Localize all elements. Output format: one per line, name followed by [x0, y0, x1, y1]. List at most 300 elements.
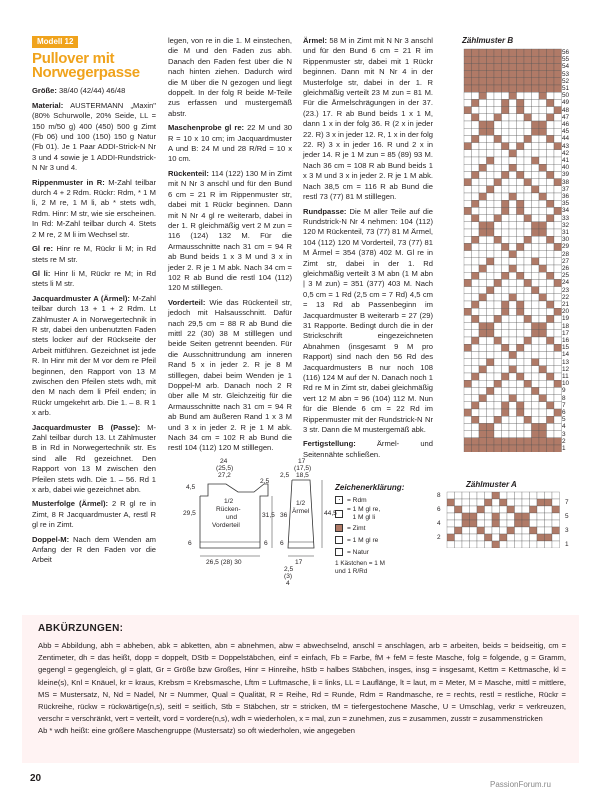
chart-b-row-label: 49: [562, 99, 570, 107]
chart-b-row-label: 54: [562, 63, 570, 71]
chart-b-cell: [532, 279, 540, 286]
chart-b-cell: [479, 128, 487, 135]
chart-b-row-label: 27: [562, 257, 570, 265]
chart-b-cell: [517, 63, 525, 70]
jacqB-text: M-Zahl teilbar durch 13. Lt Zählmuster B in Rd in Norwegertechnik str. Es sind alle Rd gezeichnet. Den Rapport von 13 M zwischen den Pfeilen stets wdh. Die 1. – 56. Rd 1 x arb, dabei wie gezeichnet abn.: [32, 422, 156, 495]
chart-b-cell: [509, 279, 517, 286]
chart-b-cell: [547, 351, 555, 358]
chart-b-cell: [532, 395, 540, 402]
swatch-rdm-icon: ·: [335, 496, 343, 504]
chart-b-cell: [494, 99, 502, 106]
chart-b-row-label: 47: [562, 113, 570, 121]
chart-b-cell: [479, 366, 487, 373]
chart-b-cell: [517, 301, 525, 308]
chart-b-cell: [547, 164, 555, 171]
chart-b-cell: [532, 315, 540, 322]
material-text: AUSTERMANN „Maxin" (80% Schurwolle, 20% Seide, LL = 150 m/50 g) 400 (450) 500 g Zimt (Fb 06) und 100 (150) 150 g Natur (Fb 01). Je 1 Paar ADDI-Strick-N Nr 3 und 4 sowie je 1 ADDI-Rundstrick-N Nr 3 und 4.: [32, 100, 156, 173]
chart-b-row-label: 18: [562, 322, 570, 330]
chart-b-cell: [472, 63, 480, 70]
chart-b-cell: [539, 107, 547, 114]
chart-b-cell: [554, 301, 562, 308]
rippen-text: M-Zahl teilbar durch 4 + 2 Rdm. Rückr: Rdm, * 1 M li, 2 M re, 1 M li, ab * stets wdh, Rdm. Hinr: M str, wie sie erscheinen. In Rd: M-Zahl teilbar durch 4. Stets 2 M re, 2 M li im Wechsel str.: [32, 177, 156, 239]
chart-b-cell: [494, 373, 502, 380]
chart-b-cell: [524, 157, 532, 164]
chart-a-cell: [477, 506, 485, 513]
chart-b-cell: [517, 438, 525, 445]
chart-b-cell: [524, 373, 532, 380]
chart-b-cell: [532, 179, 540, 186]
chart-b-cell: [532, 337, 540, 344]
chart-b-cell: [479, 171, 487, 178]
chart-a-row-label-right: 5: [565, 513, 569, 520]
chart-a-cell: [500, 527, 508, 534]
aermel-text: 58 M in Zimt mit N Nr 3 anschl und für den Bund 6 cm = 21 R im Rippenmuster str, dabei mit 1 Rückr beginnen. Dann mit N Nr 4 in der Musterfolge str, dabei in der 1. R gleichmäßig verteilt 23 M zun = 81 M. Für die Ärmelschrägungen in der 37. (23.) 17. R ab Bund beids 1 x 1 M, dann 1 x in der folg 36. R (2 x in jeder 22. R) 3 x in jeder 12. R, 1 x in der folg 22. R) 3 x in jeder 16. R und 2 x in jeder 14. R je 1 M zun = 85 (89) 93 M. Nach 36 cm = 108 R ab Bund beids 1 x 3 M und 3 x in jeder 2. R je 1 M abk. Nach 38,5 cm = 116 R ab Bund die restl 73 (77) 81 M stilllegen.: [303, 36, 434, 202]
chart-a-cell: [477, 492, 485, 499]
chart-b-cell: [479, 409, 487, 416]
chart-b-cell: [472, 179, 480, 186]
chart-b-cell: [487, 85, 495, 92]
chart-b-cell: [502, 92, 510, 99]
chart-b-cell: [472, 431, 480, 438]
chart-b-cell: [517, 431, 525, 438]
chart-b-cell: [532, 99, 540, 106]
chart-b-cell: [472, 121, 480, 128]
dim-b: (25,5): [216, 465, 234, 472]
chart-b-cell: [539, 179, 547, 186]
chart-b-cell: [472, 387, 480, 394]
chart-b-cell: [554, 337, 562, 344]
legend-text-glre-li: = 1 M gl re, 1 M gl li: [347, 506, 381, 521]
chart-b-cell: [524, 431, 532, 438]
chart-b-row-label: 36: [562, 193, 570, 200]
chart-b-cell: [479, 265, 487, 272]
chart-b-cell: [517, 193, 525, 200]
chart-b-cell: [517, 272, 525, 279]
chart-b-row-label: 45: [562, 128, 570, 136]
chart-b-cell: [524, 279, 532, 286]
glre-text: Hinr re M, Rückr li M; in Rd stets re M str.: [32, 244, 156, 264]
chart-b-row-label: 13: [562, 358, 570, 366]
chart-b-cell: [487, 243, 495, 250]
chart-b-cell: [539, 236, 547, 243]
chart-b-cell: [554, 186, 562, 193]
chart-b-cell: [494, 344, 502, 351]
chart-b-cell: [494, 366, 502, 373]
chart-b-cell: [517, 409, 525, 416]
chart-b-cell: [517, 49, 525, 56]
dim-y: 2,5: [284, 566, 294, 573]
chart-b-cell: [554, 56, 562, 63]
chart-b-cell: [487, 121, 495, 128]
chart-b-cell: [464, 380, 472, 387]
chart-b-cell: [532, 114, 540, 121]
chart-b-cell: [547, 359, 555, 366]
chart-b-cell: [487, 236, 495, 243]
chart-b-cell: [517, 107, 525, 114]
chart-b-cell: [517, 179, 525, 186]
chart-b-cell: [524, 423, 532, 430]
chart-b-cell: [509, 222, 517, 229]
chart-b-cell: [487, 380, 495, 387]
chart-a-cell: [470, 506, 478, 513]
chart-b-cell: [479, 186, 487, 193]
chart-a-cell: [447, 527, 455, 534]
chart-b-cell: [472, 236, 480, 243]
material-label: Material:: [32, 100, 64, 110]
chart-b-row-label: 30: [562, 236, 570, 244]
chart-b-cell: [464, 215, 472, 222]
chart-b-cell: [494, 416, 502, 423]
chart-b-cell: [502, 272, 510, 279]
chart-b-cell: [509, 171, 517, 178]
chart-b-cell: [532, 229, 540, 236]
vorder-paragraph: [168, 298, 292, 454]
legend-zimt: [335, 522, 435, 534]
chart-b-cell: [554, 171, 562, 178]
chart-b-cell: [479, 157, 487, 164]
chart-b-cell: [502, 308, 510, 315]
chart-a-cell: [447, 499, 455, 506]
chart-b-cell: [479, 337, 487, 344]
chart-b-cell: [517, 287, 525, 294]
chart-b-cell: [509, 92, 517, 99]
chart-b-cell: [479, 215, 487, 222]
chart-b-cell: [494, 186, 502, 193]
fertig-label: Fertigstellung:: [303, 439, 356, 449]
chart-a-cell: [477, 534, 485, 541]
chart-b-cell: [517, 366, 525, 373]
chart-a-cell: [537, 513, 545, 520]
chart-a-cell: [552, 492, 560, 499]
chart-b-cell: [494, 359, 502, 366]
chart-b-cell: [524, 200, 532, 207]
chart-b-cell: [487, 63, 495, 70]
chart-b-cell: [524, 92, 532, 99]
chart-b-cell: [547, 157, 555, 164]
chart-b-row-label: 51: [562, 85, 570, 92]
chart-b-cell: [487, 330, 495, 337]
legend-rdm: [335, 494, 435, 506]
chart-b-cell: [517, 337, 525, 344]
chart-b-cell: [472, 135, 480, 142]
chart-b-cell: [464, 49, 472, 56]
chart-a-cell: [552, 527, 560, 534]
chart-b-cell: [532, 308, 540, 315]
chart-b-cell: [502, 323, 510, 330]
chart-b-row-label: 29: [562, 243, 570, 251]
chart-b-cell: [532, 207, 540, 214]
chart-b-cell: [502, 49, 510, 56]
chart-b-cell: [479, 272, 487, 279]
chart-b-cell: [517, 373, 525, 380]
chart-b-cell: [479, 164, 487, 171]
chart-a-cell: [477, 513, 485, 520]
chart-b-cell: [524, 294, 532, 301]
chart-b-row-label: 16: [562, 337, 570, 344]
chart-b-cell: [464, 236, 472, 243]
chart-b-cell: [494, 258, 502, 265]
chart-b-cell: [554, 438, 562, 445]
chart-b-cell: [464, 222, 472, 229]
chart-b-cell: [472, 150, 480, 157]
chart-b-cell: [494, 438, 502, 445]
chart-a-cell: [545, 520, 553, 527]
chart-b-row-label: 50: [562, 92, 570, 100]
chart-b-cell: [532, 258, 540, 265]
chart-b-cell: [532, 71, 540, 78]
chart-b-cell: [502, 409, 510, 416]
musterfolge-text: 2 R gl re in Zimt, 8 R Jacquardmuster A, restl R gl re in Zimt.: [32, 499, 156, 530]
chart-b-cell: [524, 359, 532, 366]
chart-b-cell: [517, 380, 525, 387]
chart-b-cell: [494, 243, 502, 250]
chart-b-cell: [472, 207, 480, 214]
chart-b-cell: [554, 445, 562, 452]
chart-b-cell: [517, 128, 525, 135]
chart-b-cell: [554, 243, 562, 250]
chart-a-cell: [477, 499, 485, 506]
chart-b-cell: [472, 92, 480, 99]
chart-b-cell: [539, 164, 547, 171]
chart-b-cell: [547, 186, 555, 193]
chart-b-cell: [464, 423, 472, 430]
chart-b-cell: [539, 308, 547, 315]
chart-b-cell: [517, 251, 525, 258]
chart-b-cell: [464, 395, 472, 402]
chart-a-cell: [545, 499, 553, 506]
chart-b-cell: [509, 380, 517, 387]
chart-b-cell: [509, 272, 517, 279]
chart-b-cell: [472, 243, 480, 250]
chart-b-cell: [479, 279, 487, 286]
chart-a-cell: [537, 541, 545, 548]
dim-d: 2,5: [260, 478, 270, 485]
chart-a-cell: [455, 527, 463, 534]
schematic-outline: [180, 452, 340, 592]
chart-b-cell: [539, 431, 547, 438]
chart-a-cell: [500, 499, 508, 506]
chart-b-cell: [502, 387, 510, 394]
chart-b-cell: [494, 294, 502, 301]
chart-b-cell: [487, 128, 495, 135]
chart-a-cell: [485, 506, 493, 513]
chart-b-cell: [532, 243, 540, 250]
chart-b-cell: [532, 416, 540, 423]
chart-b-cell: [464, 359, 472, 366]
chart-b-cell: [464, 229, 472, 236]
chart-a-cell: [530, 520, 538, 527]
chart-b-cell: [524, 49, 532, 56]
chart-b-cell: [554, 128, 562, 135]
chart-b-cell: [472, 423, 480, 430]
chart-b-cell: [502, 294, 510, 301]
chart-a-cell: [507, 527, 515, 534]
legend-text-natur: = Natur: [347, 548, 369, 556]
chart-a-cell: [500, 506, 508, 513]
chart-b-cell: [472, 200, 480, 207]
chart-b-cell: [509, 85, 517, 92]
chart-b-cell: [509, 78, 517, 85]
chart-b-cell: [547, 107, 555, 114]
chart-b-cell: [532, 186, 540, 193]
chart-b-cell: [494, 265, 502, 272]
chart-b-cell: [494, 315, 502, 322]
chart-b-cell: [539, 114, 547, 121]
vorder-label: Vorderteil:: [168, 297, 206, 307]
legend-text-zimt: = Zimt: [347, 524, 366, 532]
chart-b-cell: [472, 56, 480, 63]
chart-b-cell: [464, 387, 472, 394]
chart-b-cell: [487, 207, 495, 214]
chart-b-cell: [502, 114, 510, 121]
chart-b-cell: [539, 92, 547, 99]
chart-b-title: Zählmuster B: [462, 36, 514, 45]
chart-b-cell: [539, 423, 547, 430]
chart-b-cell: [517, 279, 525, 286]
watermark: PassionForum.ru: [490, 780, 551, 789]
chart-b-cell: [479, 49, 487, 56]
chart-b-cell: [464, 243, 472, 250]
chart-b-cell: [464, 344, 472, 351]
chart-b-cell: [487, 351, 495, 358]
chart-b-row-label: 37: [562, 185, 570, 193]
chart-b-cell: [464, 107, 472, 114]
chart-b-cell: [524, 323, 532, 330]
chart-a-cell: [455, 541, 463, 548]
chart-b-cell: [494, 128, 502, 135]
glli-label: Gl li:: [32, 268, 51, 278]
chart-b-cell: [547, 143, 555, 150]
chart-b-cell: [494, 207, 502, 214]
chart-b-cell: [494, 337, 502, 344]
chart-b-cell: [524, 135, 532, 142]
chart-b-cell: [487, 265, 495, 272]
chart-b-cell: [479, 423, 487, 430]
chart-b-cell: [539, 150, 547, 157]
chart-b-cell: [532, 387, 540, 394]
chart-b-cell: [502, 85, 510, 92]
chart-b-cell: [524, 301, 532, 308]
chart-b-cell: [487, 251, 495, 258]
chart-b-cell: [479, 359, 487, 366]
chart-b-cell: [472, 157, 480, 164]
abbreviations-footnote: Ab * wdh heißt: eine größere Maschengruppe (Mustersatz) so oft wiederholen, wie angegeben: [38, 726, 356, 736]
chart-b-cell: [502, 301, 510, 308]
chart-a-cell: [477, 541, 485, 548]
chart-b-cell: [524, 409, 532, 416]
chart-b-cell: [554, 330, 562, 337]
chart-b-cell: [509, 49, 517, 56]
chart-b-cell: [517, 315, 525, 322]
doppel-continued: legen, von re in die 1. M einstechen, die M und den Faden zus abh. Danach den Faden fest über die N nach hinten ziehen. Dadurch wird die M über die N gezogen und liegt doppelt. In der folg R beide M-Teile zus erfassen und mustergemäß abstr.: [168, 36, 292, 118]
chart-a-cell: [500, 513, 508, 520]
chart-b-cell: [524, 215, 532, 222]
chart-a-cell: [500, 492, 508, 499]
chart-b-cell: [479, 445, 487, 452]
chart-b-row-label: 42: [562, 149, 570, 157]
chart-b-cell: [464, 56, 472, 63]
model-tag: Modell 12: [32, 36, 78, 48]
chart-b-cell: [502, 330, 510, 337]
chart-b-cell: [547, 279, 555, 286]
chart-b-cell: [524, 186, 532, 193]
rippen-label: Rippenmuster in R:: [32, 177, 105, 187]
chart-b-cell: [547, 121, 555, 128]
chart-b-cell: [487, 71, 495, 78]
chart-a-cell: [507, 513, 515, 520]
chart-b-cell: [494, 171, 502, 178]
chart-b-cell: [487, 294, 495, 301]
chart-a-cell: [507, 541, 515, 548]
chart-b-cell: [502, 315, 510, 322]
chart-b-cell: [554, 85, 562, 92]
chart-b-cell: [554, 143, 562, 150]
chart-b-cell: [509, 71, 517, 78]
chart-b-cell: [532, 380, 540, 387]
chart-b-cell: [517, 330, 525, 337]
chart-b-cell: [554, 92, 562, 99]
chart-b-row-label: 38: [562, 178, 570, 186]
chart-b-cell: [509, 236, 517, 243]
chart-b-cell: [464, 279, 472, 286]
chart-b-cell: [547, 135, 555, 142]
chart-b-cell: [547, 373, 555, 380]
chart-b-cell: [539, 373, 547, 380]
chart-b-cell: [479, 323, 487, 330]
chart-b-cell: [472, 380, 480, 387]
chart-b-cell: [464, 179, 472, 186]
chart-b-cell: [464, 258, 472, 265]
chart-b-cell: [509, 431, 517, 438]
probe-paragraph: [168, 123, 292, 165]
chart-b-cell: [509, 193, 517, 200]
chart-b-cell: [532, 150, 540, 157]
chart-b-cell: [487, 402, 495, 409]
chart-b-cell: [524, 438, 532, 445]
chart-b-cell: [479, 431, 487, 438]
chart-b-cell: [532, 171, 540, 178]
chart-b-cell: [502, 373, 510, 380]
chart-b-row-label: 46: [562, 121, 570, 128]
chart-b-cell: [494, 301, 502, 308]
chart-a-cell: [530, 499, 538, 506]
chart-b-cell: [517, 215, 525, 222]
chart-b-cell: [502, 121, 510, 128]
chart-b-cell: [502, 438, 510, 445]
chart-b-cell: [502, 99, 510, 106]
chart-b-cell: [524, 114, 532, 121]
chart-b-row-label: 17: [562, 329, 570, 337]
chart-b-cell: [487, 359, 495, 366]
chart-b-cell: [554, 387, 562, 394]
chart-b-row-label: 55: [562, 56, 570, 64]
chart-b-cell: [502, 56, 510, 63]
chart-b-cell: [472, 373, 480, 380]
chart-b-cell: [494, 236, 502, 243]
ruecken-text: 114 (122) 130 M in Zimt mit N Nr 3 anschl und für den Bund 6 cm = 21 R im Rippenmuster str, dabei mit 1 Rückr beginnen. Dann mit N Nr 4 gl re weiterarb, dabei in der 1. R gleichmäßig vert 2 M zun = 116 (124) 132 M. Für die Armausschnitte nach 31 cm = 94 R ab Bund beids 1 x 3 M und 3 x in jeder 2. R je 1 M abk. Nach 34 cm = 102 R ab Bund die restl 104 (112) 120 M stilllegen.: [168, 168, 292, 293]
chart-a-cell: [492, 499, 500, 506]
chart-b-cell: [479, 294, 487, 301]
column-3: [303, 36, 433, 464]
chart-b-cell: [509, 135, 517, 142]
chart-b-cell: [539, 251, 547, 258]
chart-b-cell: [509, 243, 517, 250]
chart-b-row-label: 21: [562, 301, 570, 308]
chart-b-cell: [487, 99, 495, 106]
chart-b-cell: [509, 294, 517, 301]
chart-b-cell: [479, 236, 487, 243]
chart-a-cell: [507, 492, 515, 499]
